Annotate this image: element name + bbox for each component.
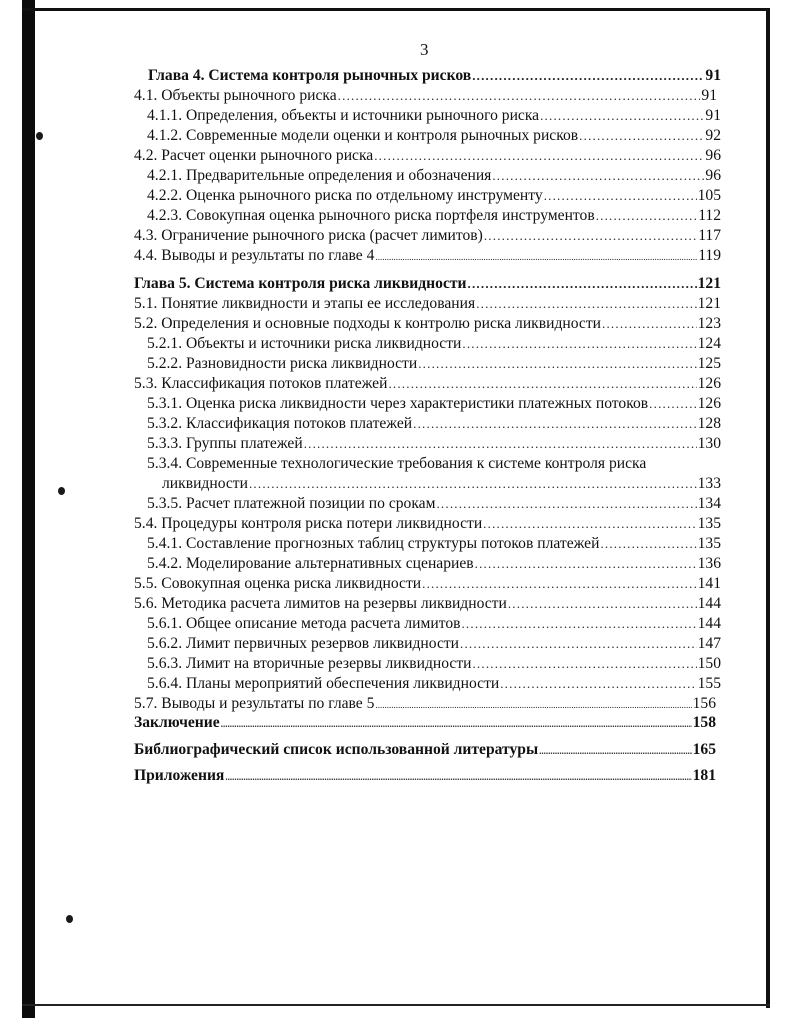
toc-entry: 5.3.3. Группы платежей ..... 130 xyxy=(147,434,721,454)
toc-entry: Глава 4. Система контроля рыночных рисков ..... 91 xyxy=(148,66,721,86)
toc-entry: Библиографический список использованной литературы ..... 165 xyxy=(134,740,716,760)
toc-entry: 5.5. Совокупная оценка риска ликвидности ..... 141 xyxy=(134,574,721,594)
toc-entry: 5.3. Классификация потоков платежей ..... 126 xyxy=(134,374,721,394)
toc-entry: 5.3.2. Классификация потоков платежей ..... 128 xyxy=(147,414,721,434)
toc-entry: 5.6.3. Лимит на вторичные резервы ликвидности ..... 150 xyxy=(147,654,721,674)
toc-entry: 5.2.1. Объекты и источники риска ликвидности ..... 124 xyxy=(147,334,721,354)
toc-entry: 5.6.2. Лимит первичных резервов ликвидности ..... 147 xyxy=(147,634,721,654)
punch-hole-mark xyxy=(66,915,73,923)
scan-border-bottom xyxy=(22,1004,770,1006)
toc-entry: 5.2. Определения и основные подходы к контролю риска ликвидности ..... 123 xyxy=(134,314,721,334)
scan-border-right xyxy=(766,8,770,1008)
toc-entry: Заключение ..... 158 xyxy=(134,713,716,733)
toc-entry: 5.3.1. Оценка риска ликвидности через характеристики платежных потоков ..... 126 xyxy=(147,394,721,414)
toc-entry: 4.4. Выводы и результаты по главе 4 ..... 119 xyxy=(134,246,721,266)
toc-entry: 4.2. Расчет оценки рыночного риска ..... 96 xyxy=(134,146,721,166)
toc-entry: ликвидности ..... 133 xyxy=(162,474,721,494)
toc-entry: 4.2.2. Оценка рыночного риска по отдельному инструменту ..... 105 xyxy=(147,186,721,206)
toc-entry: Глава 5. Система контроля риска ликвидности ..... 121 xyxy=(134,274,721,294)
toc-entry: 4.1.1. Определения, объекты и источники рыночного риска ..... 91 xyxy=(147,106,721,126)
toc-entry: 5.7. Выводы и результаты по главе 5 ..... 156 xyxy=(134,694,716,714)
toc-entry: 4.3. Ограничение рыночного риска (расчет лимитов) ..... 117 xyxy=(134,226,721,246)
toc-entry: 4.2.3. Совокупная оценка рыночного риска портфеля инструментов ..... 112 xyxy=(147,206,721,226)
toc-entry: 4.1.2. Современные модели оценки и контроля рыночных рисков ..... 92 xyxy=(147,126,721,146)
toc-entry: 5.2.2. Разновидности риска ликвидности ..... 125 xyxy=(147,354,721,374)
scan-border-top xyxy=(22,8,770,11)
scan-border-left xyxy=(22,0,35,1018)
toc-entry-title: 5.3.4. Современные технологические требования к системе контроля риска xyxy=(147,455,647,472)
toc-entry: 5.6. Методика расчета лимитов на резервы ликвидности ..... 144 xyxy=(134,594,721,614)
toc-entry: 5.6.4. Планы мероприятий обеспечения ликвидности ..... 155 xyxy=(147,674,721,694)
punch-hole-mark xyxy=(58,487,65,495)
toc-entry: 5.6.1. Общее описание метода расчета лимитов ..... 144 xyxy=(147,614,721,634)
toc-entry: 5.4.2. Моделирование альтернативных сценариев ..... 136 xyxy=(147,554,721,574)
toc-entry: 5.4.1. Составление прогнозных таблиц структуры потоков платежей ..... 135 xyxy=(147,534,721,554)
toc-entry: 5.4. Процедуры контроля риска потери ликвидности ..... 135 xyxy=(134,514,721,534)
toc-entry: Приложения ..... 181 xyxy=(134,766,716,786)
toc-entry: 4.2.1. Предварительные определения и обозначения ..... 96 xyxy=(147,166,721,186)
toc-entry: 4.1. Объекты рыночного риска ..... 91 xyxy=(134,86,717,106)
toc-entry: 5.3.5. Расчет платежной позиции по срокам ..... 134 xyxy=(147,494,721,514)
punch-hole-mark xyxy=(36,132,43,140)
page-number: 3 xyxy=(420,40,429,59)
toc-entry: 5.1. Понятие ликвидности и этапы ее исследования ..... 121 xyxy=(134,294,721,314)
